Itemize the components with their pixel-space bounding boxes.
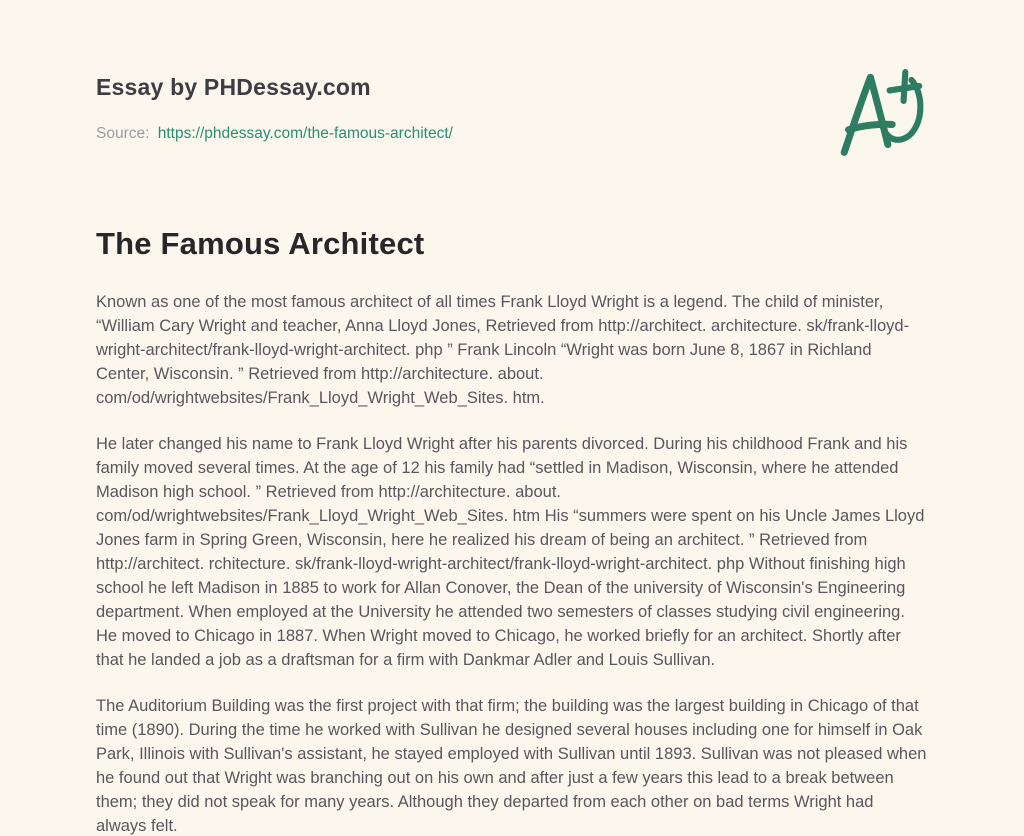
source-label: Source:: [96, 125, 150, 142]
essay-body: [96, 226, 928, 836]
essay-paragraph-3: The Auditorium Building was the first project with that firm; the building was the largest building in Chicago of that time (1890). During the time he worked with Sullivan he designed several houses including one for himself in Oak Park, Illinois with Sullivan's assistant, he stayed employed with Sullivan until 1893. Sullivan was not pleased when he found out that Wright was branching out on his own and after just a few years this lead to a break between them; they did not speak for many years. Although they departed from each other on bad terms Wright had always felt.: [96, 697, 927, 835]
phdessay-a-plus-logo-icon: [832, 66, 928, 162]
site-title: Essay by PHDessay.com: [96, 74, 371, 100]
essay-title: The Famous Architect: [96, 226, 425, 261]
page-header: [96, 70, 928, 162]
header-text-block: [96, 70, 453, 143]
essay-paragraph-2: He later changed his name to Frank Lloyd Wright after his parents divorced. During his childhood Frank and his family moved several times. At the age of 12 his family had “settled in Madison, Wisconsin, where he attended Madison high school. ” Retrieved from http://architecture. about. com/od/wrightwebsites/Frank_Lloyd_Wright_Web_Sites. htm His “summers were spent on his Uncle James Lloyd Jones farm in Spring Green, Wisconsin, here he realized his dream of being an architect. ” Retrieved from http://architect. rchitecture. sk/frank-lloyd-wright-architect/frank-lloyd-wright-architect. php Without finishing high school he left Madison in 1885 to work for Allan Conover, the Dean of the university of Wisconsin's Engineering department. When employed at the University he attended two semesters of classes studying civil engineering. He moved to Chicago in 1887. When Wright moved to Chicago, he worked briefly for an architect. Shortly after that he landed a job as a draftsman for a firm with Dankmar Adler and Louis Sullivan.: [96, 435, 925, 669]
source-link[interactable]: https://phdessay.com/the-famous-architect/: [157, 125, 453, 142]
source-line: [96, 125, 453, 143]
essay-paragraph-1: Known as one of the most famous architect of all times Frank Lloyd Wright is a legend. The child of minister, “William Cary Wright and teacher, Anna Lloyd Jones, Retrieved from http://architect. architecture. sk/frank-lloyd-wright-architect/frank-lloyd-wright-architect. php ” Frank Lincoln “Wright was born June 8, 1867 in Richland Center, Wisconsin. ” Retrieved from http://architecture. about. com/od/wrightwebsites/Frank_Lloyd_Wright_Web_Sites. htm.: [96, 293, 910, 407]
